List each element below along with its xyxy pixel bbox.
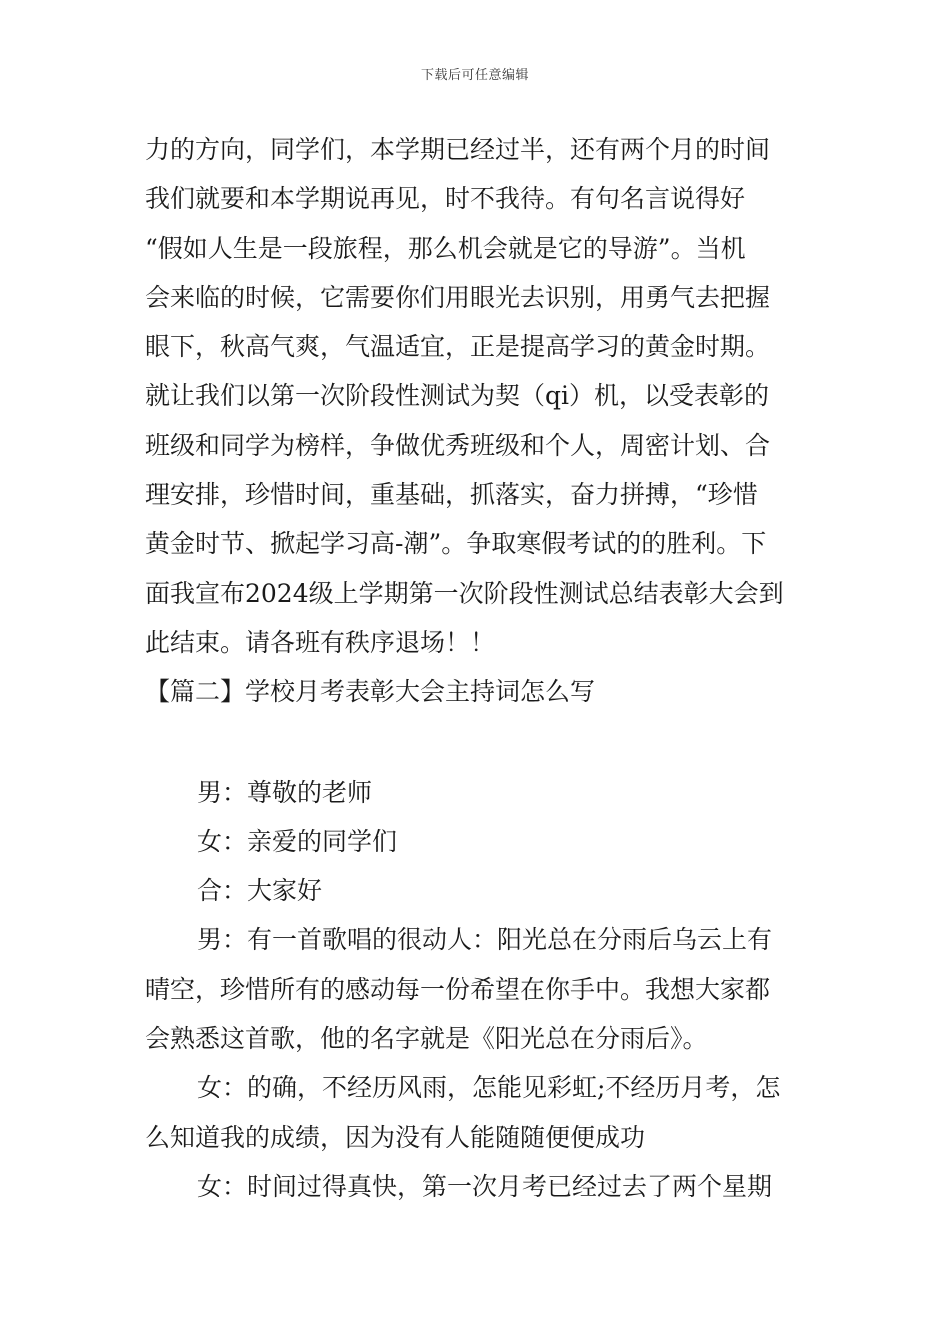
dialogue-line: 合：大家好 [197,876,323,906]
body-line: 理安排，珍惜时间，重基础，抓落实，奋力拼搏，“珍惜 [145,480,758,510]
dialogue-line: 男：有一首歌唱的很动人：阳光总在分雨后乌云上有 [197,925,773,955]
document-body [145,128,810,1214]
dialogue-line: 会熟悉这首歌，他的名字就是《阳光总在分雨后》。 [145,1024,708,1054]
dialogue-line: 男：尊敬的老师 [197,777,373,807]
body-line: 眼下，秋高气爽，气温适宜，正是提高学习的黄金时期。 [145,332,771,362]
body-line: 会来临的时候，它需要你们用眼光去识别，用勇气去把握 [145,282,771,312]
dialogue-line: 女：的确，不经历风雨，怎能见彩虹;不经历月考，怎 [197,1073,781,1103]
dialogue-line: 女：时间过得真快，第一次月考已经过去了两个星期 [197,1171,773,1201]
body-line: 黄金时节、掀起学习高-潮”。争取寒假考试的的胜利。下 [145,529,767,559]
section-title: 【篇二】学校月考表彰大会主持词怎么写 [145,677,596,707]
blank-line [145,720,810,771]
body-line: 就让我们以第一次阶段性测试为契（qi）机，以受表彰的 [145,381,770,411]
page-header-note: 下载后可任意编辑 [420,68,529,83]
body-line: 面我宣布2024级上学期第一次阶段性测试总结表彰大会到 [145,578,784,608]
body-line: 班级和同学为榜样，争做优秀班级和个人，周密计划、合 [145,430,771,460]
body-line: 此结束。请各班有秩序退场！！ [145,627,496,657]
body-line: 我们就要和本学期说再见，时不我待。有句名言说得好 [145,184,746,214]
dialogue-line: 么知道我的成绩，因为没有人能随随便便成功 [145,1122,646,1152]
body-line: 力的方向，同学们，本学期已经过半，还有两个月的时间 [145,135,771,164]
dialogue-line: 女：亲爱的同学们 [197,826,398,856]
dialogue-line: 晴空，珍惜所有的感动每一份希望在你手中。我想大家都 [145,974,771,1004]
body-line: “假如人生是一段旅程，那么机会就是它的导游”。当机 [145,233,746,263]
